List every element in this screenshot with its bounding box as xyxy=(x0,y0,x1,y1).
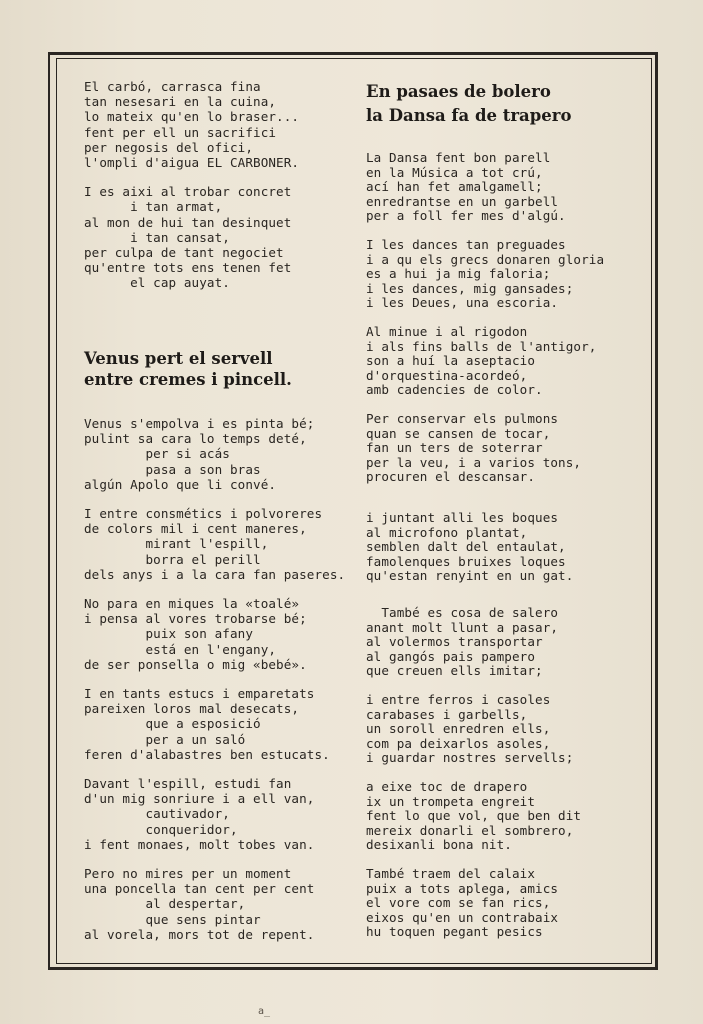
poem-line: ix un trompeta engreit xyxy=(366,793,536,809)
poem-line: una poncella tan cent per cent xyxy=(84,881,315,897)
poem-line: desixanli bona nit. xyxy=(366,837,512,853)
poem-line: pareixen loros mal desecats, xyxy=(84,701,300,717)
poem-line: d'orquestina-acordeó, xyxy=(366,367,528,383)
poem-line: cautivador, xyxy=(84,806,230,822)
poem-line: i guardar nostres servells; xyxy=(366,750,574,766)
poem-line: Davant l'espill, estudi fan xyxy=(84,776,292,791)
poem-line: pasa a son bras xyxy=(84,461,261,477)
poem-line: tan nesesari en la cuina, xyxy=(84,94,277,110)
poem-title-line: la Dansa fa de trapero xyxy=(366,106,572,125)
poem-line: fent per ell un sacrifici xyxy=(84,124,277,140)
poem-line: mereix donarli el sombrero, xyxy=(366,822,574,838)
poem-line: I es aixi al trobar concret xyxy=(84,184,292,200)
poem-line: i tan cansat, xyxy=(84,229,230,245)
poem-line: dels anys i a la cara fan paseres. xyxy=(84,566,346,582)
poem-line: Al minue i al rigodon xyxy=(366,324,528,339)
poem-line: que a esposició xyxy=(84,716,261,732)
poem-line: son a huí la aseptacio xyxy=(366,353,536,369)
poem-line: per si acás xyxy=(84,446,230,462)
poem-line: al despertar, xyxy=(84,896,246,912)
poem-line: eixos qu'en un contrabaix xyxy=(366,909,559,925)
poem-line: famolenques bruixes loques xyxy=(366,553,566,569)
poem-line: procuren el descansar. xyxy=(366,469,536,485)
poem-line: per negosis del ofici, xyxy=(84,139,254,155)
poem-line: un soroll enredren ells, xyxy=(366,721,551,737)
poem-line: I en tants estucs i emparetats xyxy=(84,686,315,701)
poem-line: pulint sa cara lo temps deté, xyxy=(84,431,307,447)
poem-line: quan se cansen de tocar, xyxy=(366,425,551,441)
poem-line: d'un mig sonriure i a ell van, xyxy=(84,791,315,807)
poem-line: El carbó, carrasca fina xyxy=(84,79,261,94)
poem-line: borra el perill xyxy=(84,551,261,567)
page-mark: a_ xyxy=(258,1006,271,1017)
poem-line: puix a tots aplega, amics xyxy=(366,880,559,896)
poem-line: al mon de hui tan desinquet xyxy=(84,214,292,230)
poem-line: que creuen ells imitar; xyxy=(366,663,543,679)
poem-line: el vore com se fan rics, xyxy=(366,895,551,911)
poem-line: en la Música a tot crú, xyxy=(366,164,543,180)
poem-line: com pa deixarlos asoles, xyxy=(366,735,551,751)
poem-line: es a hui ja mig faloria; xyxy=(366,266,551,282)
poem-line: anant molt llunt a pasar, xyxy=(366,619,559,635)
poem-line: que sens pintar xyxy=(84,911,261,927)
poem-line: carabases i garbells, xyxy=(366,706,528,722)
poem-line: I les dances tan preguades xyxy=(366,237,566,252)
poem-title-line: Venus pert el servell xyxy=(84,349,273,368)
poem-line: mirant l'espill, xyxy=(84,536,269,552)
poem-line: l'ompli d'aigua EL CARBONER. xyxy=(84,155,300,170)
poem-line: i entre ferros i casoles xyxy=(366,692,551,707)
poem-line: i a qu els grecs donaren gloria xyxy=(366,251,605,267)
poem-line: de ser ponsella o mig «bebé». xyxy=(84,656,307,672)
poem-line: i als fins balls de l'antigor, xyxy=(366,338,597,354)
poem-line: i les dances, mig gansades; xyxy=(366,280,574,296)
poem-line: Pero no mires per un moment xyxy=(84,866,292,881)
poem-line: fan un ters de soterrar xyxy=(366,440,543,456)
poem-line: a eixe toc de drapero xyxy=(366,779,528,794)
poem-line: conqueridor, xyxy=(84,821,238,837)
poem-line: fent lo que vol, que ben dit xyxy=(366,808,582,824)
poem-line: ací han fet amalgamell; xyxy=(366,179,543,195)
poem-line: lo mateix qu'en lo braser... xyxy=(84,109,300,125)
poem-line: per a un saló xyxy=(84,731,246,747)
poem-line: També es cosa de salero xyxy=(366,605,559,620)
poem-line: La Dansa fent bon parell xyxy=(366,150,551,165)
poem-line: amb cadencies de color. xyxy=(366,382,543,398)
poem-line: está en l'engany, xyxy=(84,641,277,657)
poem-line: semblen dalt del entaulat, xyxy=(366,539,566,555)
poem-line: i fent monaes, molt tobes van. xyxy=(84,836,315,852)
poem-line: al volermos transportar xyxy=(366,634,543,650)
poem-line: hu toquen pegant pesics xyxy=(366,924,543,940)
poem-line: i tan armat, xyxy=(84,199,223,215)
poem-title-line: entre cremes i pincell. xyxy=(84,370,292,389)
poem-line: Per conservar els pulmons xyxy=(366,411,559,426)
poem-line: per la veu, i a varios tons, xyxy=(366,454,582,470)
poem-line: No para en miques la «toalé» xyxy=(84,596,300,611)
poem-line: enredrantse en un garbell xyxy=(366,193,559,209)
poem-line: per a foll fer mes d'algú. xyxy=(366,208,566,224)
poem-line: qu'estan renyint en un gat. xyxy=(366,568,574,584)
poem-line: al microfono plantat, xyxy=(366,524,528,540)
poem-line: al gangós pais pampero xyxy=(366,648,536,664)
poem-line: i les Deues, una escoria. xyxy=(366,295,559,311)
poem-line: i pensa al vores trobarse bé; xyxy=(84,611,307,627)
poem-title-line: En pasaes de bolero xyxy=(366,82,551,101)
poem-line: qu'entre tots ens tenen fet xyxy=(84,260,292,276)
poem-line: el cap auyat. xyxy=(84,275,230,291)
poem-line: feren d'alabastres ben estucats. xyxy=(84,746,330,762)
poem-line: al vorela, mors tot de repent. xyxy=(84,926,315,942)
poem-line: I entre consmétics i polvoreres xyxy=(84,506,323,521)
poem-line: i juntant alli les boques xyxy=(366,510,559,525)
poem-line: algún Apolo que li convé. xyxy=(84,476,277,492)
poem-line: Venus s'empolva i es pinta bé; xyxy=(84,416,315,431)
poem-line: puix son afany xyxy=(84,626,254,642)
poem-line: de colors mil i cent maneres, xyxy=(84,521,307,537)
poem-line: També traem del calaix xyxy=(366,866,536,881)
poem-line: per culpa de tant negociet xyxy=(84,245,284,260)
